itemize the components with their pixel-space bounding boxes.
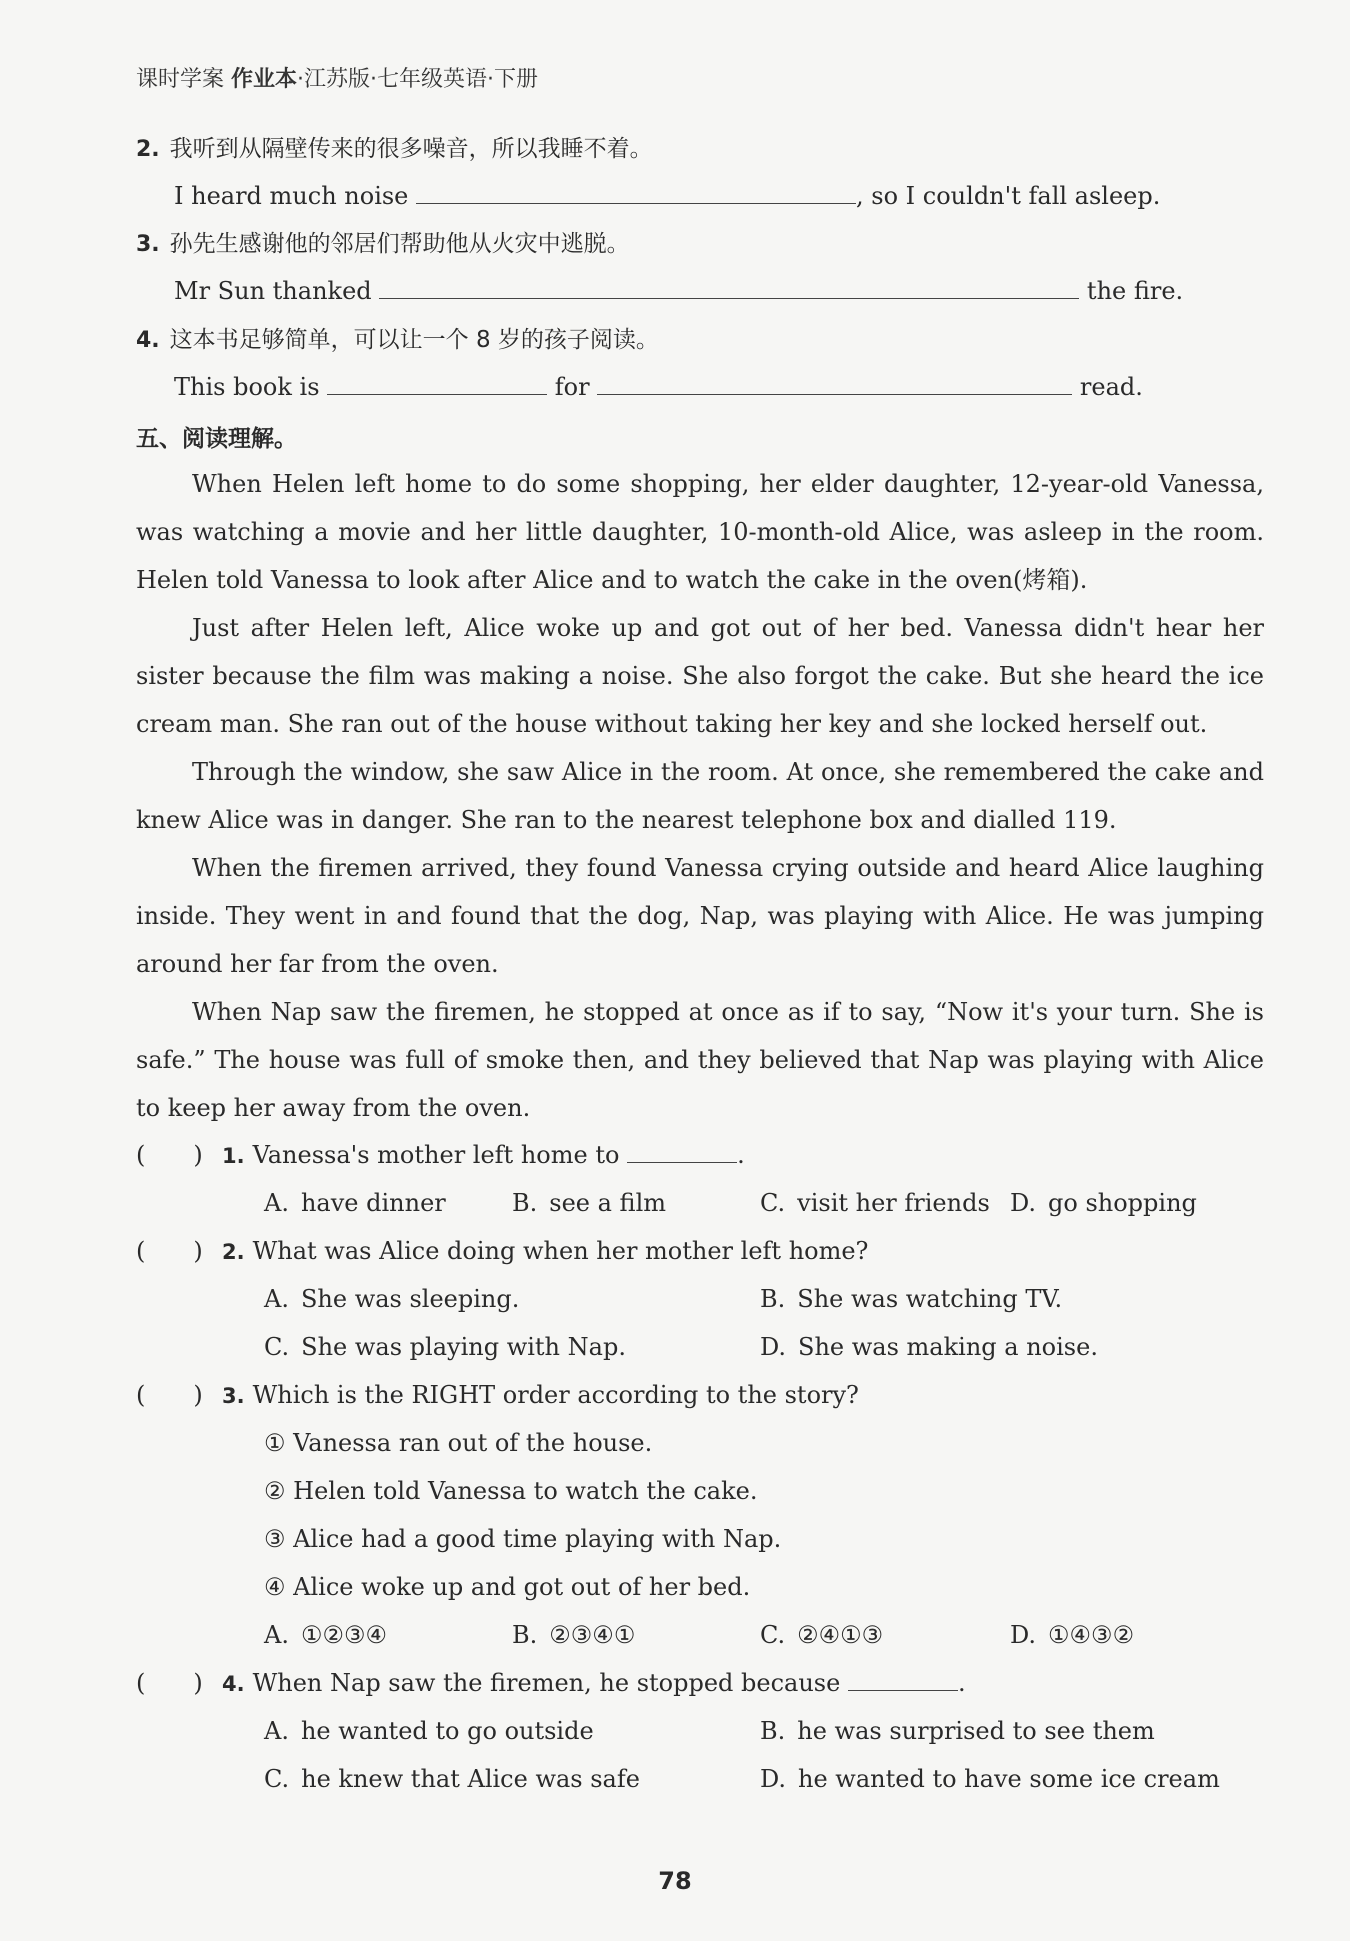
answer-bracket[interactable]: ( ) xyxy=(136,1381,203,1409)
option-a[interactable]: A. he wanted to go outside xyxy=(264,1717,594,1745)
option-b[interactable]: B. She was watching TV. xyxy=(760,1285,1063,1313)
passage-paragraph: Through the window, she saw Alice in the room. At once, she remembered the cake and knew Alice was in danger. She ran to the nearest telephone box and dialled 119. xyxy=(136,758,1264,834)
option-b[interactable]: B. see a film xyxy=(512,1189,666,1217)
passage-paragraph: When Helen left home to do some shopping, her elder daughter, 12-year-old Vanessa, was watching a movie and her little daughter, 10-month-old Alice, was asleep in the room. Helen told Vanessa to look after Alice and to watch the cake in the oven(烤箱). xyxy=(136,470,1264,594)
order-item: ④ Alice woke up and got out of her bed. xyxy=(264,1573,751,1601)
option-b[interactable]: B. he was surprised to see them xyxy=(760,1717,1155,1745)
answer-bracket[interactable]: ( ) xyxy=(136,1669,203,1697)
passage-paragraph: Just after Helen left, Alice woke up and got out of her bed. Vanessa didn't hear her sister because the film was making a noise. She also forgot the cake. But she heard the ice cream man. She ran out of the house without taking her key and she locked herself out. xyxy=(136,614,1264,738)
option-a[interactable]: A. ①②③④ xyxy=(264,1621,388,1649)
header-workbook: 作业本 xyxy=(231,67,298,92)
question-1: ( ) 1. Vanessa's mother left home to . xyxy=(136,1141,745,1169)
option-d[interactable]: D. ①④③② xyxy=(1010,1621,1135,1649)
question-3: ( ) 3. Which is the RIGHT order according to the story? xyxy=(136,1381,859,1409)
answer-blank[interactable] xyxy=(627,1140,737,1163)
page-header xyxy=(136,62,538,93)
option-d[interactable]: D. She was making a noise. xyxy=(760,1333,1098,1361)
translation-item-3-chinese: 3. 孙先生感谢他的邻居们帮助他从火灾中逃脱。 xyxy=(136,231,630,257)
order-item: ② Helen told Vanessa to watch the cake. xyxy=(264,1477,758,1505)
option-c[interactable]: C. visit her friends xyxy=(760,1189,990,1217)
option-c[interactable]: C. ②④①③ xyxy=(760,1621,884,1649)
passage-paragraph: When Nap saw the firemen, he stopped at once as if to say, “Now it's your turn. She is safe.” The house was full of smoke then, and they believed that Nap was playing with Alice to keep her away from the oven. xyxy=(136,998,1264,1122)
option-c[interactable]: C. he knew that Alice was safe xyxy=(264,1765,640,1793)
translation-item-3-english: Mr Sun thanked the fire. xyxy=(174,277,1184,305)
translation-item-2-chinese: 2. 我听到从隔壁传来的很多噪音，所以我睡不着。 xyxy=(136,136,653,162)
translation-item-4-english: This book is for read. xyxy=(174,373,1143,401)
option-a[interactable]: A. She was sleeping. xyxy=(264,1285,520,1313)
answer-blank[interactable] xyxy=(597,372,1072,395)
answer-bracket[interactable]: ( ) xyxy=(136,1237,203,1265)
header-series: 课时学案 xyxy=(136,67,225,92)
answer-blank[interactable] xyxy=(416,181,856,204)
question-2: ( ) 2. What was Alice doing when her mother left home? xyxy=(136,1237,869,1265)
answer-blank[interactable] xyxy=(327,372,547,395)
answer-bracket[interactable]: ( ) xyxy=(136,1141,203,1169)
question-4: ( ) 4. When Nap saw the firemen, he stopped because . xyxy=(136,1669,966,1697)
option-c[interactable]: C. She was playing with Nap. xyxy=(264,1333,626,1361)
answer-blank[interactable] xyxy=(379,276,1079,299)
option-a[interactable]: A. have dinner xyxy=(264,1189,446,1217)
header-edition: ·江苏版·七年级英语·下册 xyxy=(297,67,539,92)
section-title: 五、阅读理解。 xyxy=(136,426,297,452)
translation-item-2-english: I heard much noise , so I couldn't fall asleep. xyxy=(174,182,1161,210)
order-item: ① Vanessa ran out of the house. xyxy=(264,1429,653,1457)
order-item: ③ Alice had a good time playing with Nap. xyxy=(264,1525,782,1553)
page-number: 78 xyxy=(658,1867,692,1895)
passage-paragraph: When the firemen arrived, they found Vanessa crying outside and heard Alice laughing inside. They went in and found that the dog, Nap, was playing with Alice. He was jumping around her far from the oven. xyxy=(136,854,1264,978)
answer-blank[interactable] xyxy=(848,1668,958,1691)
option-d[interactable]: D. he wanted to have some ice cream xyxy=(760,1765,1220,1793)
translation-item-4-chinese: 4. 这本书足够简单，可以让一个 8 岁的孩子阅读。 xyxy=(136,327,659,353)
option-d[interactable]: D. go shopping xyxy=(1010,1189,1197,1217)
option-b[interactable]: B. ②③④① xyxy=(512,1621,636,1649)
